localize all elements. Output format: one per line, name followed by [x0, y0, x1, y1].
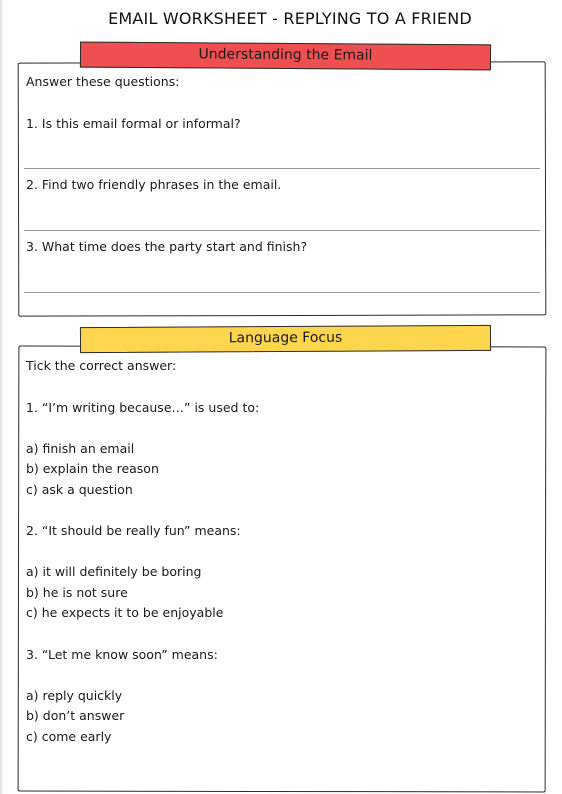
answer-line-3[interactable]: [24, 292, 540, 293]
answer-line-1[interactable]: [24, 168, 540, 169]
mc-question-1: 1. “I’m writing because…” is used to:: [26, 400, 260, 415]
section-understanding-instruction: Answer these questions:: [26, 74, 180, 89]
answer-line-2[interactable]: [24, 230, 540, 231]
mc-q3-option-b[interactable]: b) don’t answer: [26, 708, 125, 723]
mc-q2-option-c[interactable]: c) he expects it to be enjoyable: [26, 605, 224, 620]
mc-question-2: 2. “It should be really fun” means:: [26, 523, 241, 538]
worksheet-title: EMAIL WORKSHEET - REPLYING TO A FRIEND: [108, 9, 472, 28]
mc-q3-option-c[interactable]: c) come early: [26, 729, 112, 744]
section-language-instruction: Tick the correct answer:: [26, 358, 177, 373]
section-language-heading: Language Focus: [80, 325, 491, 353]
page-edge: [0, 0, 2, 794]
mc-q1-option-c[interactable]: c) ask a question: [26, 482, 133, 497]
mc-question-3: 3. “Let me know soon” means:: [26, 647, 218, 662]
mc-q1-option-b[interactable]: b) explain the reason: [26, 461, 159, 476]
mc-q3-option-a[interactable]: a) reply quickly: [26, 688, 123, 703]
mc-q1-option-a[interactable]: a) finish an email: [26, 441, 135, 456]
mc-q2-option-a[interactable]: a) it will definitely be boring: [26, 564, 202, 579]
section-understanding-heading: Understanding the Email: [80, 42, 491, 71]
question-3-text: 3. What time does the party start and finish?: [26, 239, 308, 254]
question-1-text: 1. Is this email formal or informal?: [26, 116, 241, 131]
question-2-text: 2. Find two friendly phrases in the email.: [26, 177, 282, 192]
mc-q2-option-b[interactable]: b) he is not sure: [26, 585, 128, 600]
